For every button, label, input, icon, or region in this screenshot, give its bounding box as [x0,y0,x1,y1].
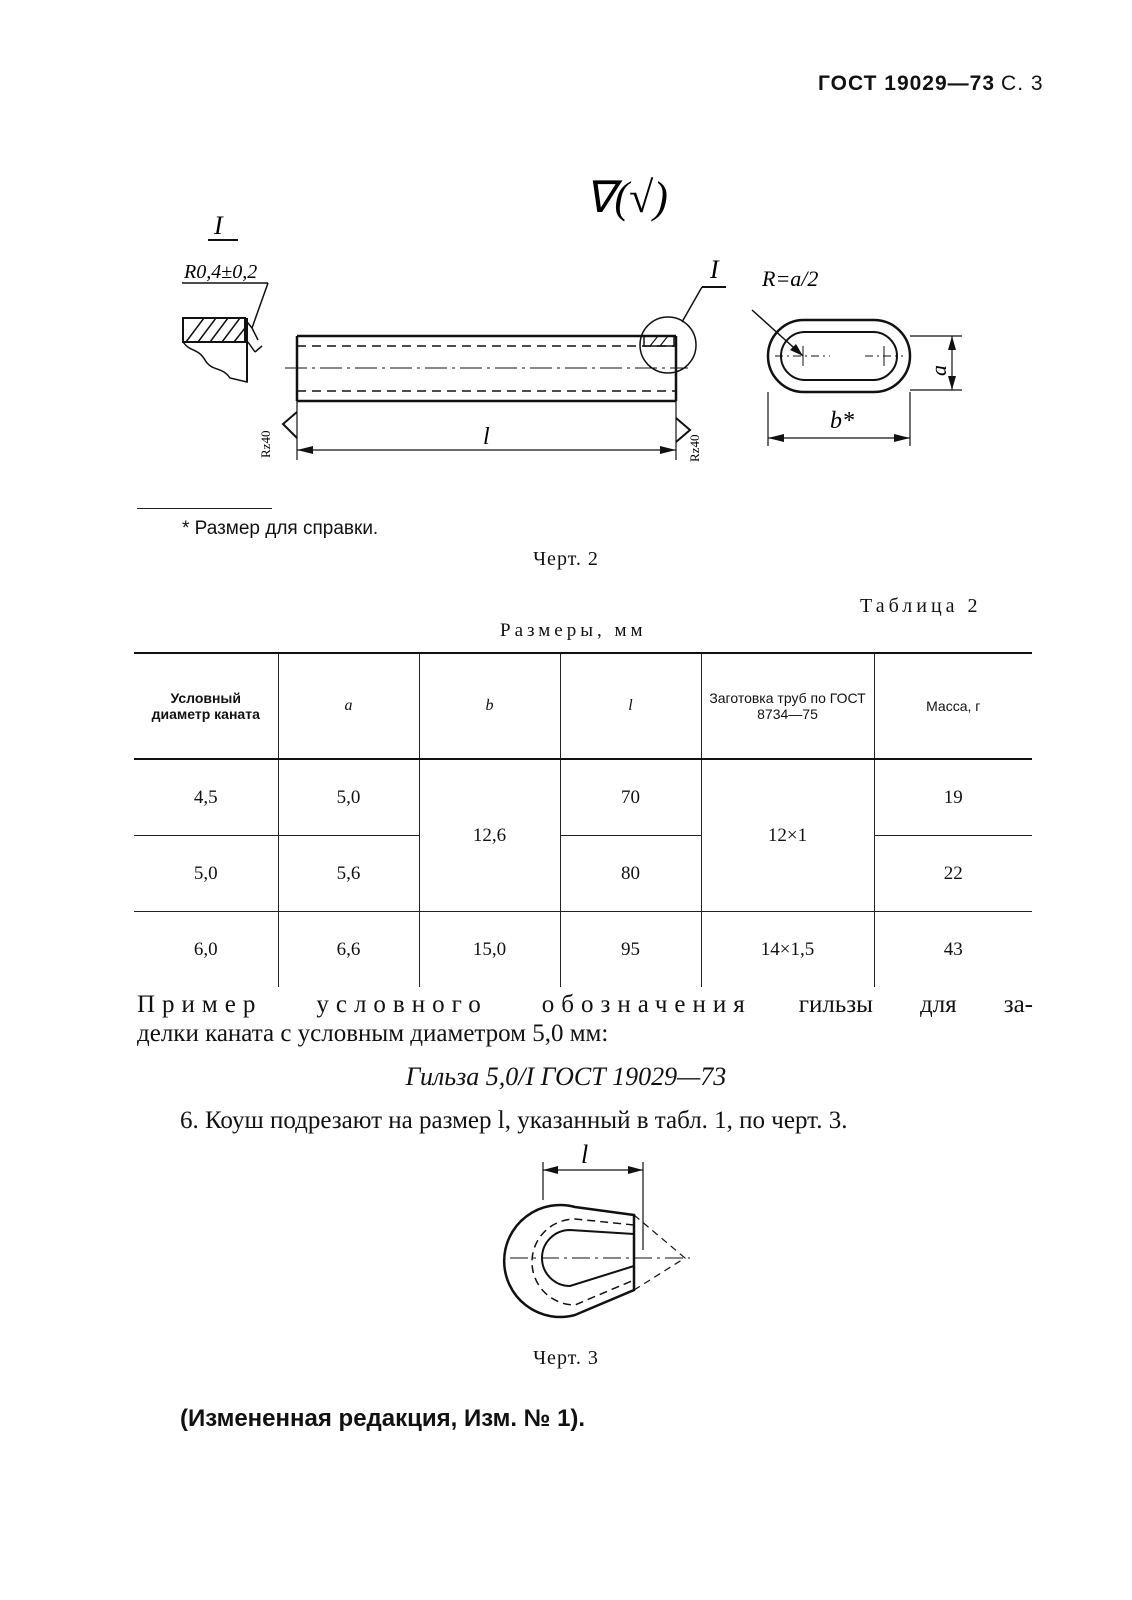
cell-mass: 19 [874,759,1032,836]
example-paragraph-line2: делки каната с условным диаметром 5,0 мм: [137,1020,609,1047]
cell-diameter: 4,5 [134,759,278,836]
col-header-b: b [419,653,560,759]
cell-a: 5,0 [278,759,419,836]
col-header-a: a [278,653,419,759]
table-units: Размеры, мм [500,620,647,641]
roughness-left: Rz40 [258,430,273,458]
detail-radius-note: R0,4±0,2 [184,261,258,283]
cell-tube: 14×1,5 [701,912,874,988]
cell-b: 15,0 [419,912,560,988]
example-designation: Гильза 5,0/I ГОСТ 19029—73 [405,1062,727,1091]
detail-section [183,318,262,382]
tube-end-view [752,310,910,392]
cell-a: 5,6 [278,836,419,912]
figure3-caption: Черт. 3 [533,1347,599,1369]
drawing-sleeve [0,0,1132,500]
detail-mark-left: I [214,211,223,240]
roughness-stamp: ∇(√) [585,173,668,222]
amendment-note: (Измененная редакция, Изм. № 1). [180,1405,586,1432]
col-header-mass: Масса, г [926,698,981,714]
cell-diameter: 6,0 [134,912,278,988]
dim-l: l [483,424,490,450]
table-label: Таблица 2 [860,595,982,617]
drawing-thimble [0,1140,1132,1340]
cell-a: 6,6 [278,912,419,988]
example-rest-text: гильзы для за- [798,991,1033,1018]
detail-mark-right: I [710,255,719,284]
col-header-diameter: Условный диаметр каната [134,653,278,759]
dimensions-table [134,652,1032,987]
thimble-dim-l: l [581,1140,589,1169]
figure2-caption: Черт. 2 [533,548,599,570]
cell-l: 80 [560,836,701,912]
table-row [134,759,1032,836]
table-header-row [134,653,1032,759]
footnote: * Размер для справки. [182,518,379,539]
item-6-text: 6. Коуш подрезают на размер l, указанный в табл. 1, по черт. 3. [180,1107,848,1134]
dim-a: a [926,365,951,376]
roughness-right: Rz40 [687,434,702,462]
cell-l: 95 [560,912,701,988]
cell-tube-merged: 12×1 [701,759,874,912]
standard-number: ГОСТ 19029—73 [818,72,996,95]
cell-mass: 43 [943,938,963,960]
dim-b: b* [830,408,854,434]
cell-b-merged: 12,6 [419,759,560,912]
tube-body [285,317,696,401]
cell-diameter: 5,0 [134,836,278,912]
cell-mass: 22 [874,836,1032,912]
col-header-l: l [560,653,701,759]
end-radius-label: R=a/2 [762,266,819,291]
page-number: С. 3 [1001,72,1044,95]
cell-l: 70 [560,759,701,836]
footnote-rule [137,508,272,509]
col-header-tube: Заготовка труб по ГОСТ 8734—75 [701,653,874,759]
example-spaced-text: Пример условного обозначения [137,991,752,1018]
table-row [134,836,1032,912]
table-row [134,912,1032,988]
